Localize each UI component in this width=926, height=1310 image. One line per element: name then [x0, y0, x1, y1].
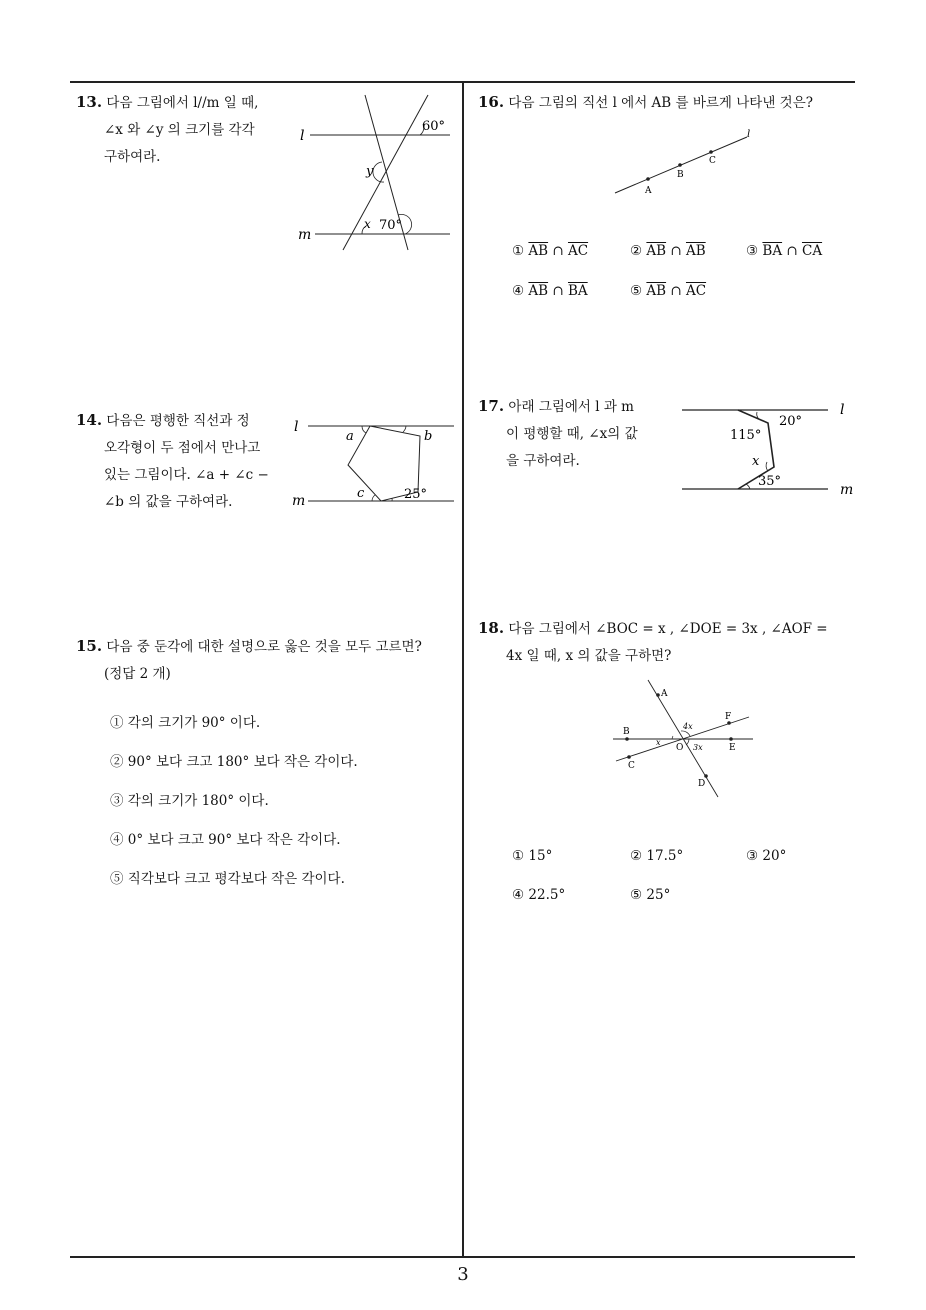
line-notation: $\overline{AB}$: [646, 243, 667, 259]
point-B: [625, 737, 629, 741]
question-text-line: 을 구하여라.: [506, 453, 580, 469]
option-3[interactable]: ③ 각의 크기가 180° 이다.: [110, 793, 269, 809]
angle-arc-x: [672, 736, 673, 739]
point-D: [704, 774, 708, 778]
angle-arc-a: [362, 426, 366, 433]
question-text-line: 다음 그림의 직선 l 에서 AB 를 바르게 나타낸 것은?: [508, 95, 813, 111]
option-3[interactable]: ③ 20°: [746, 848, 787, 864]
question-text-line: 4x 일 때, x 의 값을 구하면?: [506, 648, 672, 664]
question-number: 16.: [478, 93, 505, 111]
label-D: D: [698, 779, 706, 789]
option-marker: ③: [746, 243, 759, 259]
label-O: O: [676, 743, 684, 753]
segment-notation: $\overline{AC}$: [567, 243, 589, 259]
option-4[interactable]: ④ 0° 보다 크고 90° 보다 작은 각이다.: [110, 832, 341, 848]
question-18: [478, 615, 868, 670]
intersect-symbol: ∩: [786, 243, 798, 259]
option-2[interactable]: [630, 243, 706, 259]
option-marker: ⑤: [630, 283, 643, 299]
angle-arc-35: [746, 484, 750, 489]
question-text-line: 다음 그림에서 l//m 일 때,: [106, 95, 259, 111]
label-35: 35°: [758, 474, 782, 489]
question-17: [478, 393, 673, 475]
figure-14: [288, 412, 458, 512]
label-A: A: [661, 689, 668, 699]
ray-notation: $\overline{BA}$: [567, 283, 588, 299]
figure-18: [608, 675, 758, 805]
question-text-line: (정답 2 개): [104, 666, 171, 682]
question-text-line: 다음은 평행한 직선과 정: [106, 413, 250, 429]
point-C: [627, 755, 631, 759]
question-text-line: 이 평행할 때, ∠x의 값: [506, 426, 638, 442]
point-B: [678, 163, 682, 167]
label-B: B: [677, 170, 684, 180]
option-marker: ①: [512, 243, 525, 259]
label-m: m: [298, 227, 312, 243]
line-notation: $\overline{AB}$: [646, 283, 667, 299]
option-4[interactable]: [512, 283, 588, 299]
option-marker: ②: [630, 243, 643, 259]
intersect-symbol: ∩: [670, 283, 682, 299]
ray-notation: $\overline{AB}$: [685, 243, 706, 259]
intersect-symbol: ∩: [670, 243, 682, 259]
point-A: [656, 693, 660, 697]
line-notation: $\overline{AB}$: [528, 243, 549, 259]
ray-notation: $\overline{AC}$: [685, 283, 707, 299]
figure-16: [610, 125, 760, 200]
label-4x: 4x: [683, 722, 693, 731]
option-2[interactable]: ② 90° 보다 크고 180° 보다 작은 각이다.: [110, 754, 358, 770]
label-l: l: [294, 419, 299, 435]
angle-arc-4x: [681, 731, 690, 736]
question-13: [76, 89, 291, 171]
question-16: [478, 89, 858, 117]
page-number: 3: [457, 1264, 469, 1285]
question-15: [76, 633, 461, 688]
question-text-line: 있는 그림이다. ∠a + ∠c −: [104, 467, 269, 483]
question-number: 13.: [76, 93, 103, 111]
intersect-symbol: ∩: [552, 243, 564, 259]
option-4[interactable]: ④ 22.5°: [512, 887, 566, 903]
option-5[interactable]: [630, 283, 706, 299]
label-70: 70°: [379, 218, 403, 233]
figure-17: [680, 398, 860, 498]
question-text-line: 아래 그림에서 l 과 m: [508, 399, 634, 415]
label-x: x: [752, 454, 760, 469]
figure-13: [290, 90, 460, 255]
label-a: a: [346, 429, 354, 444]
point-A: [646, 177, 650, 181]
label-F: F: [725, 712, 732, 722]
label-C: C: [709, 156, 716, 166]
label-x: x: [364, 217, 371, 231]
intersect-symbol: ∩: [552, 283, 564, 299]
label-115: 115°: [730, 428, 762, 443]
question-text-line: ∠x 와 ∠y 의 크기를 각각: [104, 122, 255, 138]
point-E: [729, 737, 733, 741]
option-1[interactable]: ① 15°: [512, 848, 553, 864]
question-number: 15.: [76, 637, 103, 655]
question-text-line: ∠b 의 값을 구하여라.: [104, 494, 233, 510]
label-c: c: [357, 486, 365, 501]
question-text-line: 다음 중 둔각에 대한 설명으로 옳은 것을 모두 고르면?: [106, 639, 422, 655]
ray-notation: $\overline{CA}$: [801, 243, 823, 259]
angle-arc-x: [766, 462, 768, 471]
label-A: A: [645, 186, 652, 196]
label-x: x: [656, 738, 661, 747]
ray-notation: $\overline{AB}$: [528, 283, 549, 299]
point-C: [709, 150, 713, 154]
option-5[interactable]: ⑤ 직각보다 크고 평각보다 작은 각이다.: [110, 871, 345, 887]
label-25: 25°: [404, 487, 428, 502]
question-text-line: 구하여라.: [104, 149, 161, 165]
label-l: l: [300, 128, 305, 144]
label-m: m: [840, 482, 854, 498]
label-y: y: [366, 164, 374, 179]
label-20: 20°: [779, 414, 803, 429]
ray-notation: $\overline{BA}$: [762, 243, 783, 259]
option-marker: ④: [512, 283, 525, 299]
option-1[interactable]: ① 각의 크기가 90° 이다.: [110, 715, 261, 731]
label-C: C: [628, 761, 635, 771]
option-2[interactable]: ② 17.5°: [630, 848, 684, 864]
label-l: l: [747, 129, 751, 140]
column-divider: [462, 82, 464, 1257]
label-60: 60°: [422, 119, 446, 134]
label-m: m: [292, 493, 306, 509]
bottom-rule: [70, 1256, 855, 1258]
question-number: 14.: [76, 411, 103, 429]
label-E: E: [729, 743, 736, 753]
question-text-line: 오각형이 두 점에서 만나고: [104, 440, 261, 456]
label-3x: 3x: [693, 743, 703, 752]
question-number: 18.: [478, 619, 505, 637]
question-14: [76, 407, 286, 516]
option-3[interactable]: [746, 243, 822, 259]
label-l: l: [840, 402, 845, 418]
label-B: B: [623, 727, 630, 737]
option-1[interactable]: [512, 243, 588, 259]
angle-arc-b: [403, 426, 406, 432]
angle-arc-c: [372, 495, 375, 501]
question-text-line: 다음 그림에서 ∠BOC = x , ∠DOE = 3x , ∠AOF =: [508, 621, 828, 637]
label-b: b: [424, 429, 433, 444]
option-5[interactable]: ⑤ 25°: [630, 887, 671, 903]
question-number: 17.: [478, 397, 505, 415]
